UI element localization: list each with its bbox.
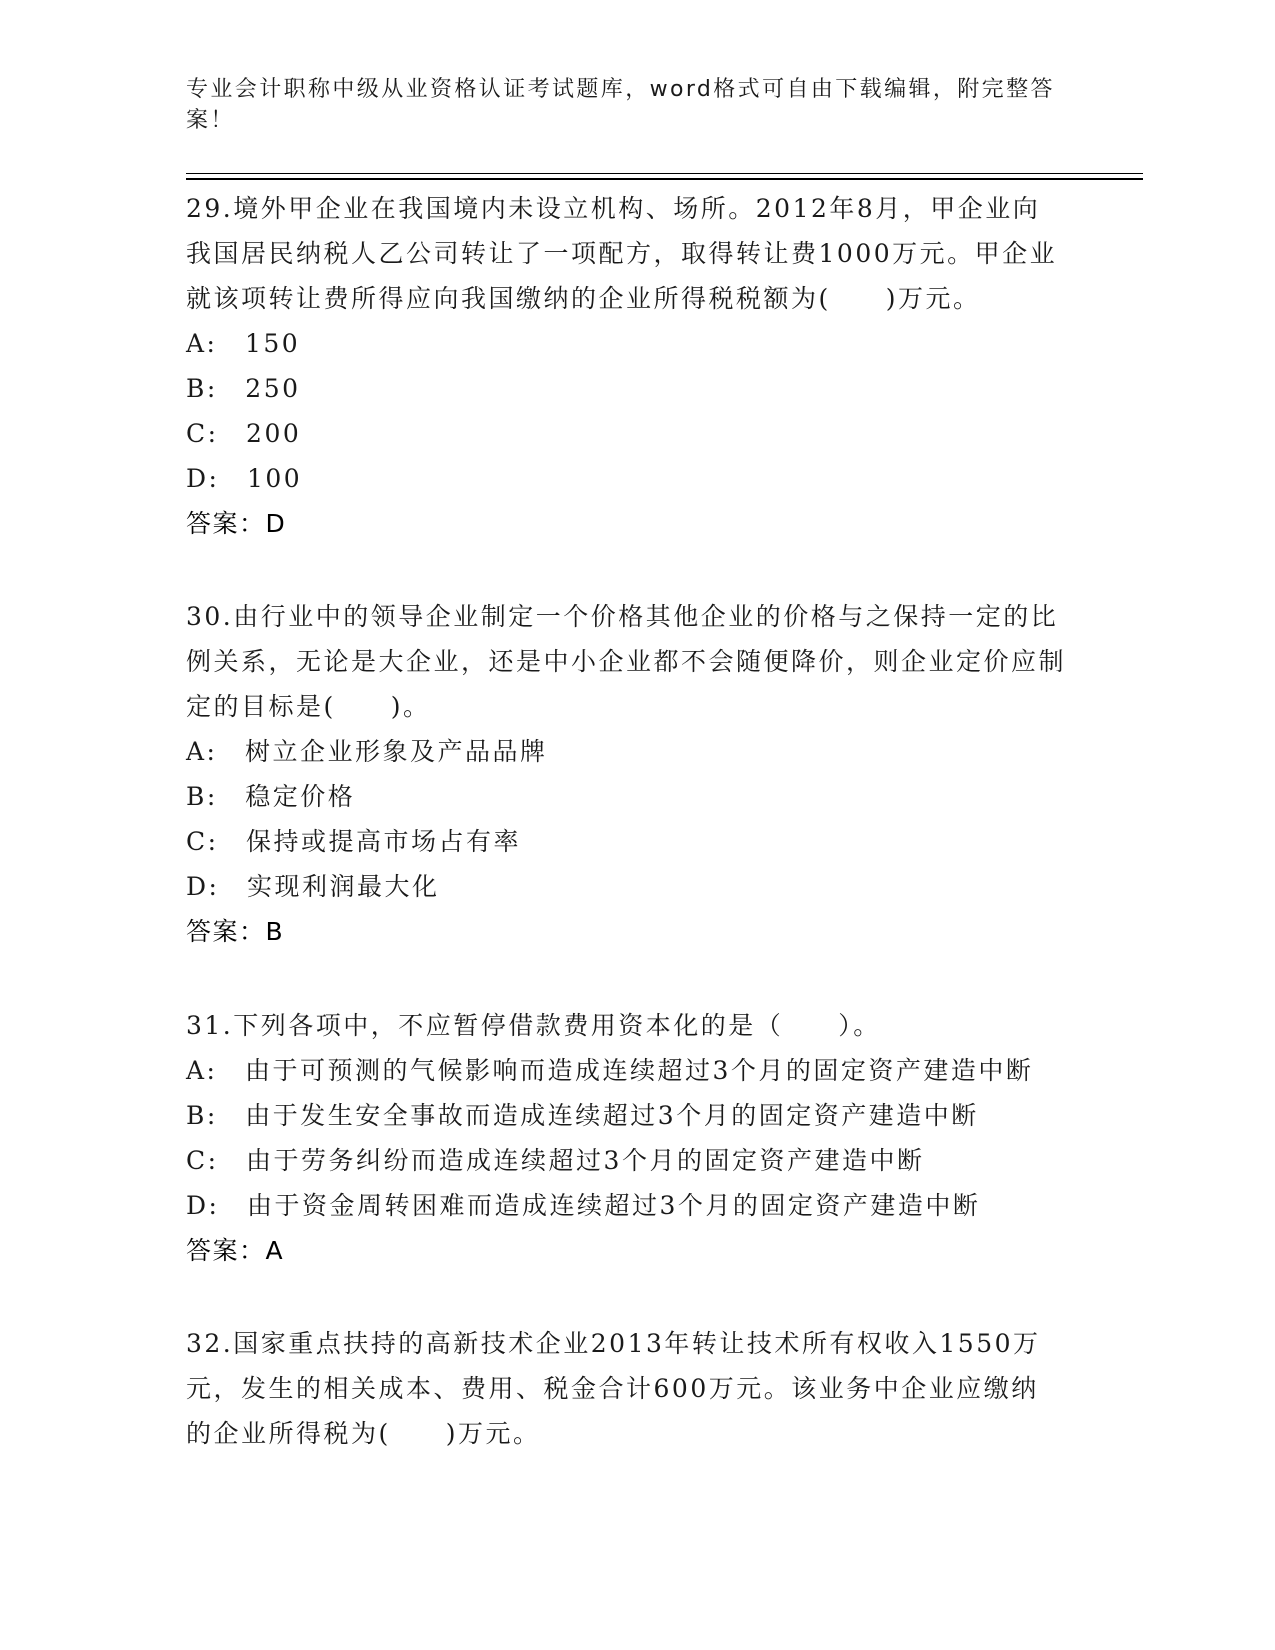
answer-line: 答案：A	[186, 1236, 285, 1265]
option-c: C: 200	[186, 419, 302, 448]
document-header: 专业会计职称中级从业资格认证考试题库，word格式可自由下载编辑，附完整答案！	[186, 77, 1055, 133]
question-stem: 32.国家重点扶持的高新技术企业2013年转让技术所有权收入1550万元，发生的相关成本、费用、税金合计600万元。该业务中企业应缴纳的企业所得税为( )万元。	[186, 1329, 1041, 1448]
question-stem: 29.境外甲企业在我国境内未设立机构、场所。2012年8月，甲企业向我国居民纳税人乙公司转让了一项配方，取得转让费1000万元。甲企业就该项转让费所得应向我国缴纳的企业所得税税额为( )万元。	[186, 194, 1058, 313]
option-b: B: 由于发生安全事故而造成连续超过3个月的固定资产建造中断	[186, 1101, 979, 1130]
option-a: A: 树立企业形象及产品品牌	[186, 737, 548, 766]
question-32	[186, 1321, 1066, 1456]
option-b: B: 250	[186, 374, 301, 403]
question-31	[186, 1003, 1066, 1273]
option-a: A: 150	[186, 329, 301, 358]
option-d: D: 由于资金周转困难而造成连续超过3个月的固定资产建造中断	[186, 1191, 981, 1220]
question-30	[186, 594, 1066, 954]
option-c: C: 保持或提高市场占有率	[186, 827, 522, 856]
option-b: B: 稳定价格	[186, 782, 356, 811]
option-c: C: 由于劳务纠纷而造成连续超过3个月的固定资产建造中断	[186, 1146, 925, 1175]
answer-line: 答案：D	[186, 509, 287, 538]
header-divider-thin	[186, 173, 1143, 174]
question-stem: 31.下列各项中，不应暂停借款费用资本化的是（ ）。	[186, 1011, 881, 1040]
header-divider-thick	[186, 178, 1143, 180]
option-a: A: 由于可预测的气候影响而造成连续超过3个月的固定资产建造中断	[186, 1056, 1034, 1085]
option-d: D: 实现利润最大化	[186, 872, 440, 901]
option-d: D: 100	[186, 464, 303, 493]
question-29	[186, 186, 1066, 546]
answer-line: 答案：B	[186, 917, 285, 946]
question-stem: 30.由行业中的领导企业制定一个价格其他企业的价格与之保持一定的比例关系，无论是大企业，还是中小企业都不会随便降价，则企业定价应制定的目标是( )。	[186, 602, 1067, 721]
